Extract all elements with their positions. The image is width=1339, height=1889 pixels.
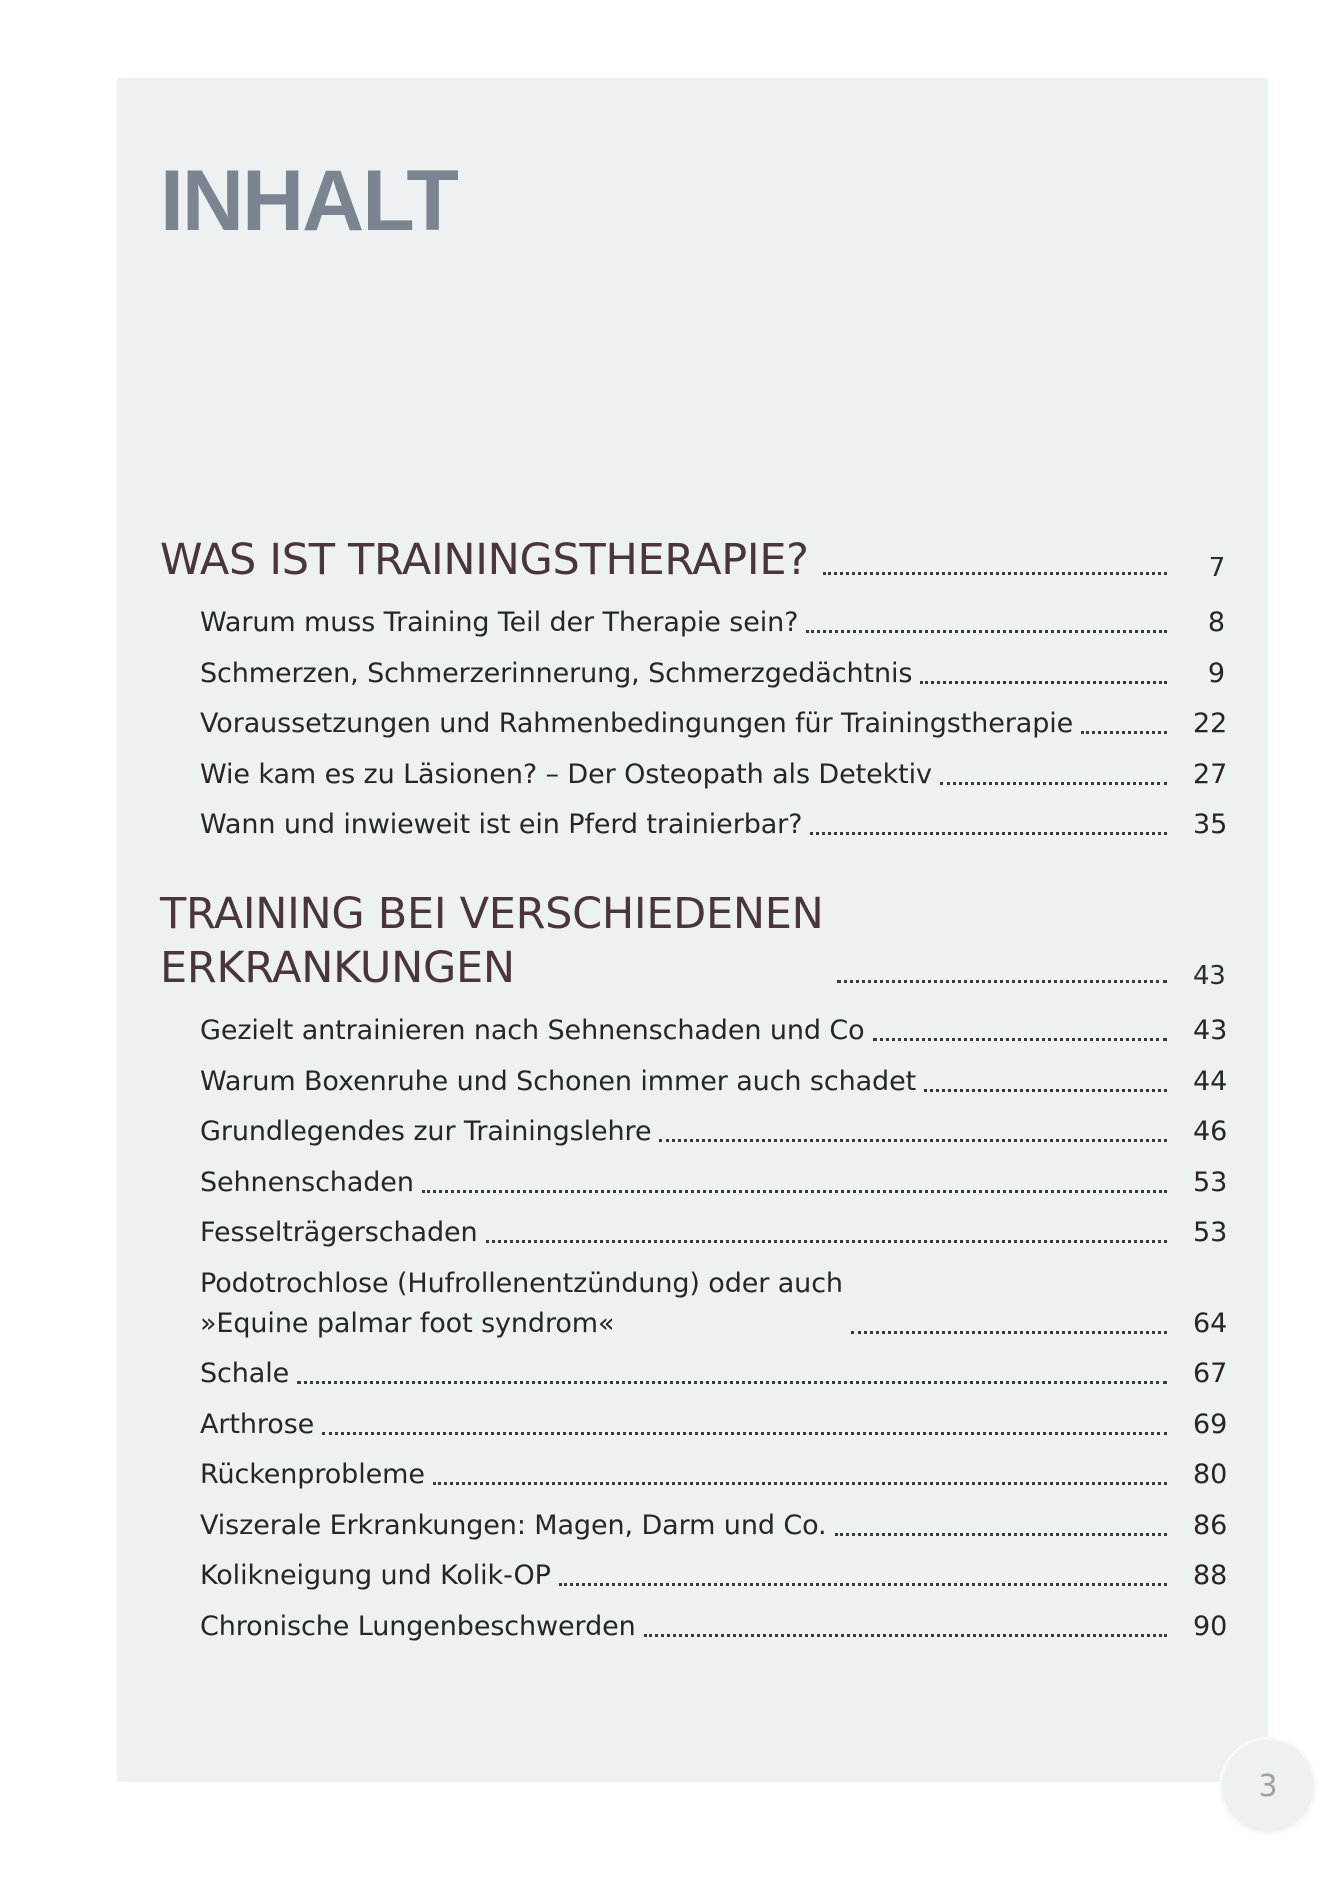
entry-title: Warum muss Training Teil der Therapie sein? xyxy=(200,607,799,638)
section-title: WAS IST TRAININGSTHERAPIE? xyxy=(160,535,809,585)
entry-title: Schale xyxy=(200,1358,290,1389)
entry-page-number: 53 xyxy=(1193,1166,1228,1198)
table-of-contents xyxy=(160,533,1228,1657)
dot-leader xyxy=(297,1381,1167,1384)
dot-leader xyxy=(433,1482,1167,1485)
dot-leader xyxy=(851,1331,1167,1334)
section-page-number: 7 xyxy=(1208,553,1225,583)
entry-title: Gezielt antrainieren nach Sehnenschaden und Co xyxy=(200,1015,865,1046)
dot-leader xyxy=(873,1038,1167,1041)
dot-leader xyxy=(644,1634,1167,1637)
toc-entry-list xyxy=(200,603,1228,845)
entry-title: Warum Boxenruhe und Schonen immer auch schadet xyxy=(200,1065,917,1097)
toc-entry xyxy=(200,1062,1228,1102)
toc-entry xyxy=(200,704,1228,744)
entry-page-number: 35 xyxy=(1193,809,1228,840)
entry-page-number: 43 xyxy=(1193,1015,1228,1046)
entry-title: Schmerzen, Schmerzerinnerung, Schmerzgedächtnis xyxy=(200,657,913,689)
entry-page-number: 88 xyxy=(1193,1560,1228,1591)
toc-entry-list xyxy=(200,1011,1228,1647)
dot-leader xyxy=(924,1089,1167,1092)
dot-leader xyxy=(1081,731,1167,734)
toc-entry xyxy=(200,1405,1228,1445)
entry-title: Wann und inwieweit ist ein Pferd trainierbar? xyxy=(200,809,803,840)
entry-title: Viszerale Erkrankungen: Magen, Darm und Co. xyxy=(200,1509,827,1541)
entry-page-number: 53 xyxy=(1193,1217,1228,1248)
dot-leader xyxy=(823,572,1167,575)
entry-page-number: 27 xyxy=(1193,758,1228,790)
entry-title: Podotrochlose (Hufrollenentzündung) oder auch »Equine palmar foot syndrom« xyxy=(200,1267,843,1339)
toc-entry xyxy=(200,1556,1228,1596)
entry-title: Kolikneigung und Kolik-OP xyxy=(200,1560,551,1591)
toc-entry xyxy=(200,1264,1228,1344)
entry-page-number: 90 xyxy=(1193,1610,1228,1642)
entry-page-number: 44 xyxy=(1193,1065,1228,1097)
entry-title: Fesselträgerschaden xyxy=(200,1217,478,1248)
dot-leader xyxy=(422,1190,1167,1193)
entry-page-number: 8 xyxy=(1207,607,1225,638)
section-page-number: 43 xyxy=(1193,961,1226,991)
toc-entry xyxy=(200,1455,1228,1495)
dot-leader xyxy=(940,782,1167,785)
dot-leader xyxy=(810,832,1167,835)
toc-section-heading xyxy=(160,533,1225,587)
entry-title: Voraussetzungen und Rahmenbedingungen für Trainingstherapie xyxy=(200,708,1074,739)
page-title: INHALT xyxy=(160,153,457,249)
toc-section xyxy=(160,887,1228,1647)
page-number-badge: 3 xyxy=(1222,1740,1314,1832)
entry-title: Rückenprobleme xyxy=(200,1459,425,1490)
entry-title: Chronische Lungenbeschwerden xyxy=(200,1610,636,1642)
entry-page-number: 67 xyxy=(1193,1358,1228,1389)
entry-page-number: 22 xyxy=(1193,708,1228,739)
entry-page-number: 86 xyxy=(1193,1509,1228,1541)
toc-entry xyxy=(200,1213,1228,1253)
dot-leader xyxy=(486,1240,1167,1243)
entry-page-number: 80 xyxy=(1193,1459,1228,1490)
toc-entry xyxy=(200,1011,1228,1051)
dot-leader xyxy=(920,681,1167,684)
entry-title: Grundlegendes zur Trainingslehre xyxy=(200,1116,652,1147)
toc-section-heading xyxy=(160,887,1225,995)
toc-entry xyxy=(200,1607,1228,1647)
toc-entry xyxy=(200,1354,1228,1394)
dot-leader xyxy=(559,1583,1167,1586)
dot-leader xyxy=(835,1533,1167,1536)
section-title: TRAINING BEI VERSCHIEDENEN ERKRANKUNGEN xyxy=(160,889,824,993)
toc-entry xyxy=(200,1506,1228,1546)
toc-section xyxy=(160,533,1228,845)
dot-leader xyxy=(806,630,1167,633)
dot-leader xyxy=(322,1432,1167,1435)
toc-entry xyxy=(200,1112,1228,1152)
toc-entry xyxy=(200,654,1225,694)
entry-title: Arthrose xyxy=(200,1408,315,1440)
dot-leader xyxy=(837,980,1167,983)
entry-title: Sehnenschaden xyxy=(200,1166,414,1198)
toc-entry xyxy=(200,1163,1228,1203)
toc-entry xyxy=(200,755,1228,795)
entry-page-number: 69 xyxy=(1193,1408,1228,1440)
entry-title: Wie kam es zu Läsionen? – Der Osteopath als Detektiv xyxy=(200,758,932,790)
dot-leader xyxy=(659,1139,1167,1142)
entry-page-number: 46 xyxy=(1193,1116,1228,1147)
toc-entry xyxy=(200,603,1225,643)
toc-entry xyxy=(200,805,1228,845)
entry-page-number: 64 xyxy=(1193,1307,1228,1339)
entry-page-number: 9 xyxy=(1207,657,1225,689)
